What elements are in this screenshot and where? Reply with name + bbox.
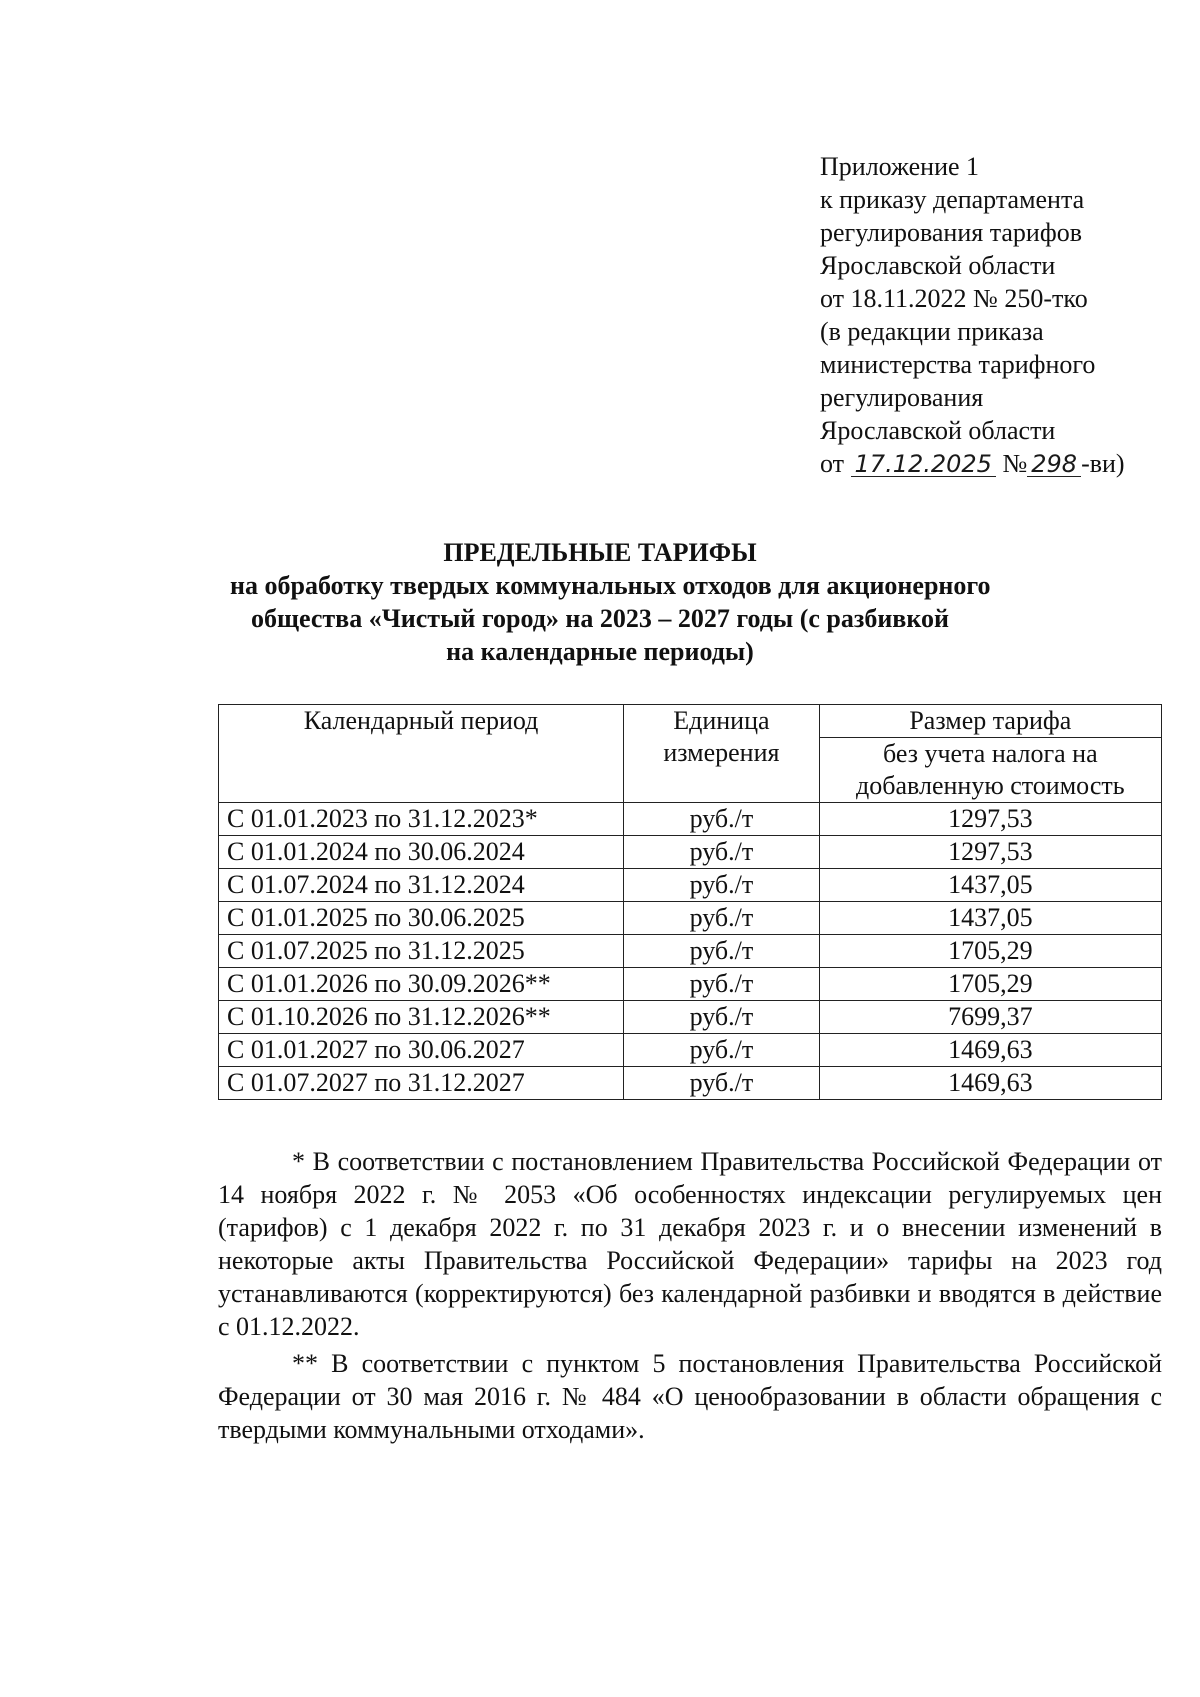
cell-unit: руб./т	[624, 836, 819, 869]
cell-unit: руб./т	[624, 869, 819, 902]
cell-value: 1297,53	[819, 836, 1161, 869]
title-line: общества «Чистый город» на 2023 – 2027 годы (с разбивкой	[251, 604, 949, 633]
cell-period: С 01.07.2025 по 31.12.2025	[219, 935, 624, 968]
cell-value: 1437,05	[819, 869, 1161, 902]
amendment-suffix: -ви)	[1081, 449, 1125, 478]
cell-value: 1297,53	[819, 803, 1161, 836]
footnote-1: * В соответствии с постановлением Правительства Российской Федерации от 14 ноября 2022 г. № 2053 «Об особенностях индексации регулируемых цен (тарифов) с 1 декабря 2022 г. по 31 декабря 2023 г. и о внесении изменений в некоторые акты Правительства Российской Федерации» тарифы на 2023 год устанавливаются (корректируются) без календарной разбивки и вводятся в действие с 01.12.2022.	[218, 1147, 1162, 1341]
cell-value: 7699,37	[819, 1001, 1161, 1034]
footnotes	[218, 1145, 1162, 1450]
header-tariff-sub: без учета налога на добавленную стоимость	[819, 738, 1161, 803]
cell-value: 1705,29	[819, 935, 1161, 968]
table-row	[219, 1034, 1162, 1067]
handwritten-date: 17.12.2025	[851, 452, 996, 477]
cell-unit: руб./т	[624, 1034, 819, 1067]
cell-unit: руб./т	[624, 1001, 819, 1034]
appendix-line: министерства тарифного	[820, 350, 1096, 379]
appendix-line: Приложение 1	[820, 152, 980, 181]
appendix-amendment-line	[820, 447, 1150, 480]
cell-value: 1705,29	[819, 968, 1161, 1001]
header-period: Календарный период	[219, 705, 624, 803]
cell-period: С 01.01.2026 по 30.09.2026**	[219, 968, 624, 1001]
cell-period: С 01.07.2027 по 31.12.2027	[219, 1067, 624, 1100]
cell-period: С 01.01.2025 по 30.06.2025	[219, 902, 624, 935]
table-row	[219, 869, 1162, 902]
title-line: на обработку твердых коммунальных отходов для акционерного	[230, 571, 991, 600]
cell-period: С 01.01.2027 по 30.06.2027	[219, 1034, 624, 1067]
handwritten-number: 298	[1027, 452, 1081, 477]
header-unit: Единица измерения	[624, 705, 819, 803]
table-row	[219, 902, 1162, 935]
appendix-line: Ярославской области	[820, 416, 1056, 445]
table-row	[219, 1067, 1162, 1100]
table-row	[219, 803, 1162, 836]
header-tariff: Размер тарифа	[819, 705, 1161, 738]
cell-unit: руб./т	[624, 968, 819, 1001]
cell-value: 1437,05	[819, 902, 1161, 935]
cell-period: С 01.01.2023 по 31.12.2023*	[219, 803, 624, 836]
cell-period: С 01.07.2024 по 31.12.2024	[219, 869, 624, 902]
appendix-line: Ярославской области	[820, 251, 1056, 280]
appendix-block	[820, 150, 1150, 480]
appendix-line: к приказу департамента	[820, 185, 1085, 214]
amendment-prefix: от	[820, 449, 845, 478]
appendix-line: регулирования тарифов	[820, 218, 1082, 247]
cell-value: 1469,63	[819, 1034, 1161, 1067]
table-row	[219, 836, 1162, 869]
cell-unit: руб./т	[624, 935, 819, 968]
cell-unit: руб./т	[624, 1067, 819, 1100]
cell-period: С 01.01.2024 по 30.06.2024	[219, 836, 624, 869]
appendix-line: (в редакции приказа	[820, 317, 1044, 346]
title-line: на календарные периоды)	[446, 637, 754, 666]
footnote-2: ** В соответствии с пунктом 5 постановления Правительства Российской Федерации от 30 мая 2016 г. № 484 «О ценообразовании в области обращения с твердыми коммунальными отходами».	[218, 1349, 1162, 1444]
cell-value: 1469,63	[819, 1067, 1161, 1100]
table-header-row	[219, 705, 1162, 738]
title-heading: ПРЕДЕЛЬНЫЕ ТАРИФЫ	[443, 538, 757, 567]
table-row	[219, 1001, 1162, 1034]
cell-unit: руб./т	[624, 803, 819, 836]
cell-period: С 01.10.2026 по 31.12.2026**	[219, 1001, 624, 1034]
document-title	[230, 536, 991, 668]
appendix-line: регулирования	[820, 383, 984, 412]
appendix-line: от 18.11.2022 № 250-тко	[820, 284, 1088, 313]
table-row	[219, 935, 1162, 968]
table-row	[219, 968, 1162, 1001]
number-sign: №	[1002, 449, 1028, 478]
cell-unit: руб./т	[624, 902, 819, 935]
tariff-table	[218, 704, 1162, 1100]
